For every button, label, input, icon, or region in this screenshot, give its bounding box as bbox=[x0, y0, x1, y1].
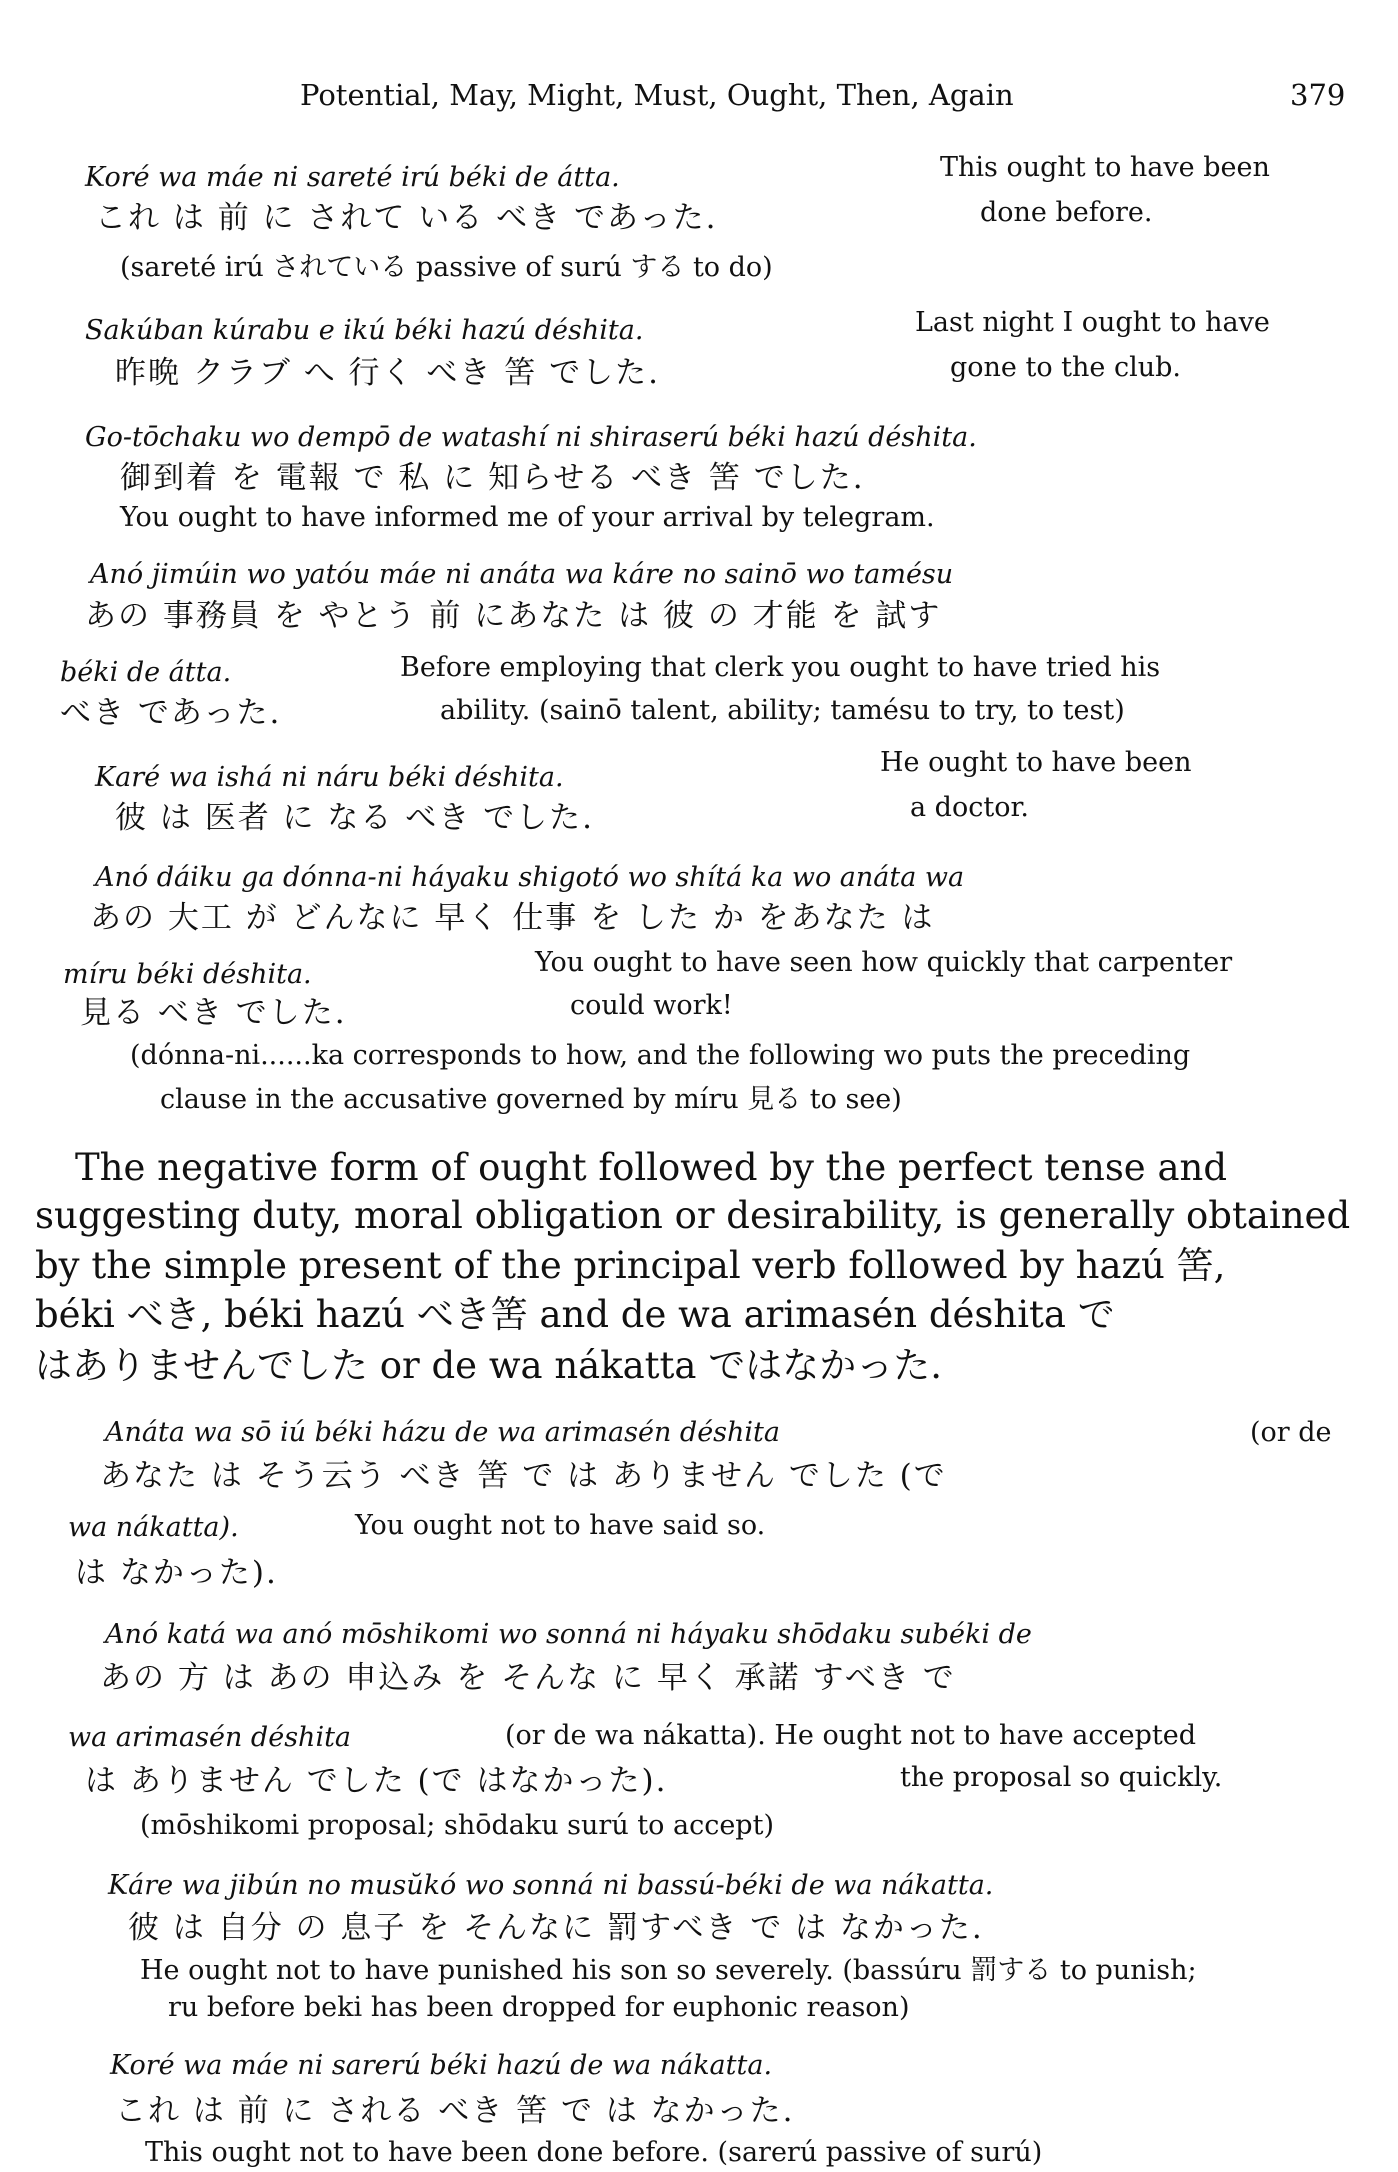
text-line: (sareté irú されている passive of surú する to do) bbox=[120, 252, 773, 283]
text-line: (dónna-ni......ka corresponds to how, and the following wo puts the preceding bbox=[130, 1040, 1191, 1071]
text-line: はありませんでした or de wa nákatta ではなかった. bbox=[35, 1344, 943, 1387]
text-line: Go-tōchaku wo dempō de watashí ni shiraserú béki hazú déshita. bbox=[85, 422, 977, 453]
text-line: He ought not to have punished his son so severely. (bassúru 罰する to punish; bbox=[140, 1955, 1197, 1986]
text-line: これ は 前 に されて いる べき であった. bbox=[95, 200, 718, 236]
text-line: Anáta wa sō iú béki házu de wa arimasén déshita bbox=[105, 1417, 780, 1448]
text-line: Before employing that clerk you ought to have tried his bbox=[400, 652, 1161, 683]
running-head: Potential, May, Might, Must, Ought, Then, Again bbox=[300, 78, 1014, 112]
text-line: You ought to have seen how quickly that carpenter bbox=[535, 947, 1233, 978]
text-line: (mōshikomi proposal; shōdaku surú to accept) bbox=[140, 1810, 774, 1841]
text-line: This ought to have been bbox=[940, 152, 1270, 183]
text-line: Anó dáiku ga dónna-ni háyaku shigotó wo shítá ka wo anáta wa bbox=[95, 862, 965, 893]
text-line: done before. bbox=[980, 197, 1153, 228]
text-line: wa nákatta). bbox=[68, 1512, 239, 1543]
text-line: これ は 前 に される べき 筈 で は なかった. bbox=[115, 2093, 795, 2129]
text-line: Koré wa máe ni sareté irú béki de átta. bbox=[85, 162, 620, 193]
text-line: béki べき, béki hazú べき筈 and de wa arimasén déshita で bbox=[35, 1293, 1115, 1336]
text-line: 彼 は 医者 に なる べき でした. bbox=[115, 800, 594, 836]
text-line: 御到着 を 電報 で 私 に 知らせる べき 筈 でした. bbox=[120, 460, 865, 496]
text-line: by the simple present of the principal verb followed by hazú 筈, bbox=[35, 1244, 1226, 1287]
text-line: suggesting duty, moral obligation or desirability, is generally obtained bbox=[35, 1194, 1351, 1237]
text-line: Sakúban kúrabu e ikú béki hazú déshita. bbox=[85, 315, 644, 346]
text-line: This ought not to have been done before. (sarerú passive of surú) bbox=[145, 2137, 1043, 2168]
text-line: ability. (sainō talent, ability; tamésu to try, to test) bbox=[440, 695, 1125, 726]
text-line: べき であった. bbox=[60, 695, 282, 731]
text-line: 彼 は 自分 の 息子 を そんなに 罰すべき で は なかった. bbox=[128, 1910, 984, 1946]
text-line: míru béki déshita. bbox=[63, 959, 312, 990]
text-line: The negative form of ought followed by the perfect tense and bbox=[75, 1146, 1228, 1189]
text-line: あの 大工 が どんなに 早く 仕事 を した か をあなた は bbox=[90, 900, 935, 936]
text-line: 昨晩 クラブ へ 行く べき 筈 でした. bbox=[115, 355, 660, 391]
text-line: Káre wa jibún no musŭkó wo sonná ni bassú-béki de wa nákatta. bbox=[108, 1870, 994, 1901]
text-line: Karé wa ishá ni náru béki déshita. bbox=[95, 762, 564, 793]
text-line: wa arimasén déshita bbox=[68, 1722, 352, 1753]
text-line: He ought to have been bbox=[880, 747, 1192, 778]
text-line: You ought to have informed me of your arrival by telegram. bbox=[120, 502, 935, 533]
text-line: は ありません でした (で はなかった). bbox=[85, 1763, 668, 1799]
text-line: béki de átta. bbox=[60, 657, 232, 688]
page-number: 379 bbox=[1290, 78, 1346, 112]
text-line: Koré wa máe ni sarerú béki hazú de wa nákatta. bbox=[110, 2050, 773, 2081]
text-line: clause in the accusative governed by míru 見る to see) bbox=[160, 1084, 902, 1115]
text-line: あの 事務員 を やとう 前 にあなた は 彼 の 才能 を 試す bbox=[85, 598, 942, 634]
text-line: the proposal so quickly. bbox=[900, 1762, 1223, 1793]
text-line: (or de bbox=[1250, 1417, 1332, 1448]
text-line: gone to the club. bbox=[950, 352, 1181, 383]
text-line: could work! bbox=[570, 990, 733, 1021]
text-line: ru before beki has been dropped for euphonic reason) bbox=[168, 1992, 910, 2023]
text-line: Anó katá wa anó mōshikomi wo sonná ni háyaku shōdaku subéki de bbox=[105, 1619, 1032, 1650]
text-line: 見る べき でした. bbox=[80, 995, 347, 1031]
text-line: あなた は そう云う べき 筈 で は ありません でした (で bbox=[100, 1458, 947, 1494]
text-line: Anó jimúin wo yatóu máe ni anáta wa káre no sainō wo tamésu bbox=[90, 559, 954, 590]
text-line: Last night I ought to have bbox=[915, 307, 1270, 338]
text-line: (or de wa nákatta). He ought not to have accepted bbox=[505, 1720, 1196, 1751]
text-line: You ought not to have said so. bbox=[355, 1510, 766, 1541]
text-line: は なかった). bbox=[75, 1555, 278, 1591]
text-line: あの 方 は あの 申込み を そんな に 早く 承諾 すべき で bbox=[100, 1660, 956, 1696]
text-line: a doctor. bbox=[910, 792, 1029, 823]
